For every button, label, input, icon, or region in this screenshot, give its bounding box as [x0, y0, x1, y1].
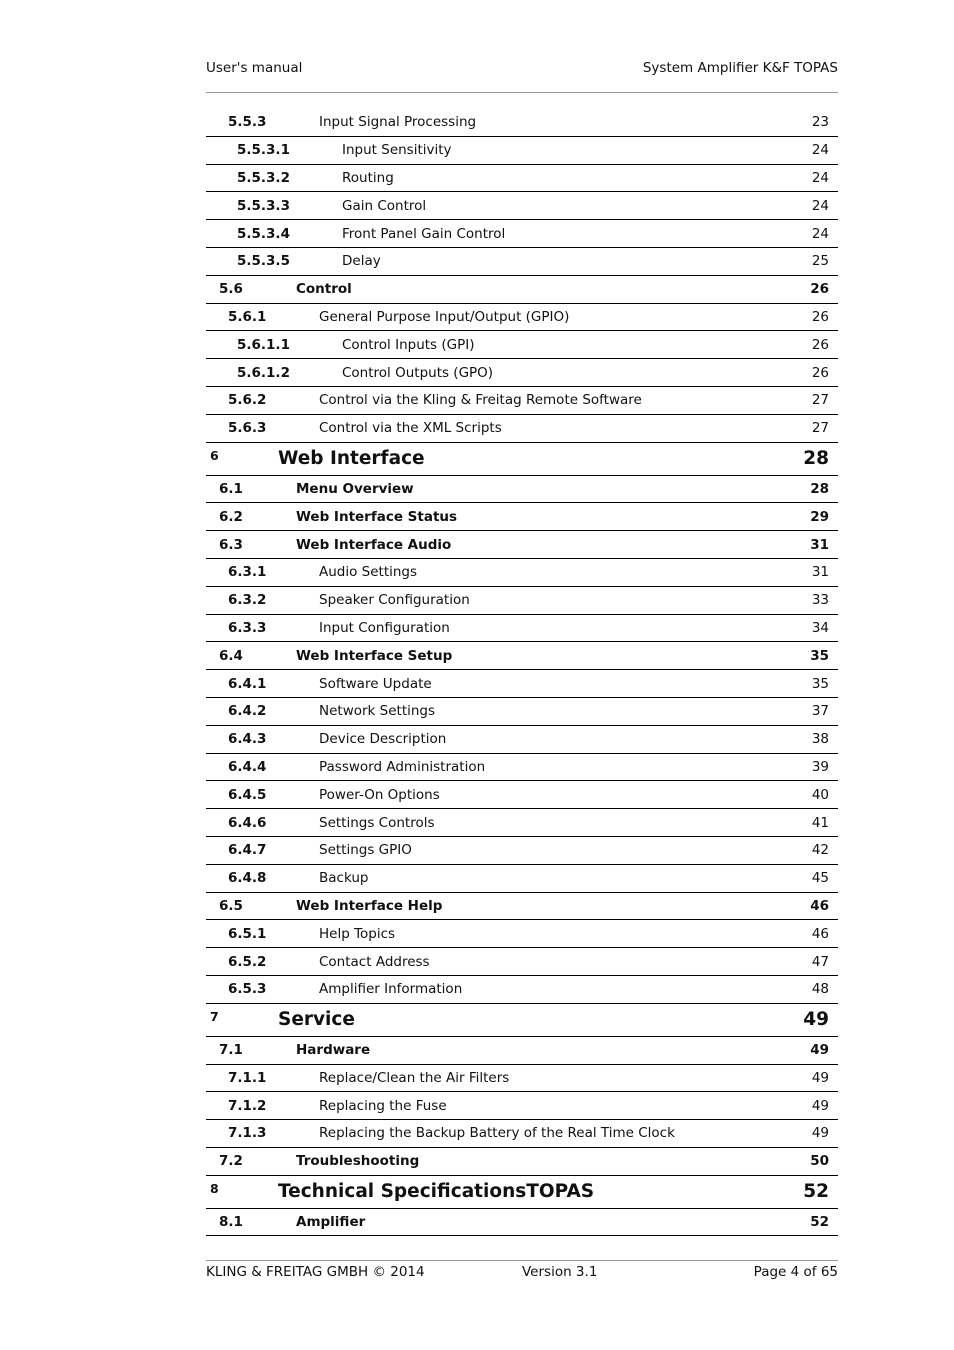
toc-entry-title[interactable]: Network Settings: [319, 703, 436, 720]
toc-entry-page: 29: [810, 508, 829, 525]
toc-entry-number: 6.4.7: [228, 842, 267, 859]
toc-entry-page: 28: [810, 480, 829, 497]
toc-entry-title[interactable]: Technical SpecificationsTOPAS: [278, 1181, 595, 1203]
toc-entry-number: 6.5: [219, 897, 243, 914]
toc-entry[interactable]: [206, 1065, 838, 1093]
toc-entry-number: 6.3.2: [228, 592, 267, 609]
toc-entry-page: 34: [811, 619, 829, 636]
toc-entry-page: 48: [811, 981, 829, 998]
toc-entry[interactable]: [206, 443, 838, 476]
toc-entry[interactable]: [206, 304, 838, 332]
toc-entry-page: 28: [803, 448, 829, 470]
toc-entry-number: 6.1: [219, 480, 243, 497]
toc-entry-number: 5.5.3: [228, 114, 267, 131]
toc-entry-title[interactable]: Replacing the Backup Battery of the Real Time Clock: [319, 1125, 675, 1142]
toc-entry-number: 6.4.2: [228, 703, 267, 720]
toc-entry[interactable]: [206, 109, 838, 137]
toc-entry[interactable]: [206, 1209, 838, 1237]
toc-entry-page: 49: [803, 1009, 829, 1031]
toc-entry-title[interactable]: Menu Overview: [296, 480, 414, 497]
toc-entry-title[interactable]: Replacing the Fuse: [319, 1097, 447, 1114]
toc-entry-page: 46: [810, 897, 829, 914]
toc-entry-number: 5.6.1: [228, 308, 267, 325]
toc-entry[interactable]: [206, 948, 838, 976]
toc-entry-number: 7.1.2: [228, 1097, 267, 1114]
toc-entry-title[interactable]: Backup: [319, 870, 369, 887]
toc-entry-page: 50: [810, 1153, 829, 1170]
toc-entry-title[interactable]: General Purpose Input/Output (GPIO): [319, 308, 570, 325]
footer-left: KLING & FREITAG GMBH © 2014: [206, 1264, 425, 1280]
toc-entry-number: 7.1.1: [228, 1069, 267, 1086]
toc-entry[interactable]: [206, 809, 838, 837]
toc-entry[interactable]: [206, 331, 838, 359]
toc-entry[interactable]: [206, 615, 838, 643]
toc-entry[interactable]: [206, 559, 838, 587]
toc-entry-page: 49: [811, 1069, 829, 1086]
toc-entry-page: 39: [811, 758, 829, 775]
toc-entry-title[interactable]: Device Description: [319, 731, 447, 748]
toc-entry-number: 5.5.3.4: [237, 225, 290, 242]
toc-entry-title[interactable]: Web Interface Status: [296, 508, 458, 525]
toc-entry-title[interactable]: Web Interface Audio: [296, 536, 452, 553]
toc-entry[interactable]: [206, 276, 838, 304]
toc-entry-page: 24: [811, 225, 829, 242]
toc-entry-page: 40: [811, 786, 829, 803]
toc-entry[interactable]: [206, 587, 838, 615]
toc-entry-page: 23: [811, 114, 829, 131]
toc-entry-number: 6.5.3: [228, 981, 267, 998]
toc-entry-page: 35: [810, 647, 829, 664]
header-left: User's manual: [206, 60, 303, 76]
page-header: [206, 60, 838, 80]
toc-entry[interactable]: [206, 1037, 838, 1065]
toc-entry-title[interactable]: Settings GPIO: [319, 842, 412, 859]
toc-entry-title[interactable]: Amplifier: [296, 1214, 366, 1231]
toc-entry-title[interactable]: Password Administration: [319, 758, 486, 775]
toc-entry-page: 49: [811, 1125, 829, 1142]
toc-entry-page: 27: [811, 420, 829, 437]
toc-entry[interactable]: [206, 893, 838, 921]
footer-center: Version 3.1: [522, 1264, 598, 1280]
toc-entry-number: 5.6.1.1: [237, 336, 290, 353]
toc-entry-number: 5.6.3: [228, 420, 267, 437]
toc-entry[interactable]: [206, 920, 838, 948]
toc-entry-title[interactable]: Gain Control: [342, 197, 427, 214]
toc-entry-number: 6.4.8: [228, 870, 267, 887]
toc-entry[interactable]: [206, 865, 838, 893]
toc-entry-title[interactable]: Web Interface: [278, 448, 425, 470]
toc-entry-title[interactable]: Web Interface Setup: [296, 647, 453, 664]
footer-rule: [206, 1260, 838, 1261]
toc-entry-title[interactable]: Input Signal Processing: [319, 114, 477, 131]
toc-entry-page: 49: [810, 1042, 829, 1059]
toc-entry[interactable]: [206, 503, 838, 531]
toc-entry-title[interactable]: Hardware: [296, 1042, 371, 1059]
toc-entry-title[interactable]: Speaker Configuration: [319, 592, 470, 609]
toc-entry-number: 5.5.3.1: [237, 142, 290, 159]
toc-entry[interactable]: [206, 1092, 838, 1120]
toc-entry-page: 33: [811, 592, 829, 609]
toc-entry-number: 8.1: [219, 1214, 243, 1231]
toc-entry-number: 5.6: [219, 281, 243, 298]
toc-entry[interactable]: [206, 476, 838, 504]
toc-entry-title[interactable]: Audio Settings: [319, 564, 418, 581]
toc-entry-page: 24: [811, 197, 829, 214]
toc-entry-number: 6.4.5: [228, 786, 267, 803]
toc-entry-page: 45: [811, 870, 829, 887]
toc-entry[interactable]: [206, 1004, 838, 1037]
toc-entry[interactable]: [206, 754, 838, 782]
toc-entry-title[interactable]: Amplifier Information: [319, 981, 463, 998]
toc-entry-page: 26: [811, 308, 829, 325]
header-rule: [206, 92, 838, 93]
toc-entry-number: 5.6.1.2: [237, 364, 290, 381]
toc-entry-number: 6.5.2: [228, 953, 267, 970]
toc-entry-number: 6.4: [219, 647, 243, 664]
toc-entry-page: 35: [811, 675, 829, 692]
toc-entry-number: 6.2: [219, 508, 243, 525]
toc-entry-title[interactable]: Delay: [342, 253, 381, 270]
toc-entry[interactable]: [206, 642, 838, 670]
toc-entry[interactable]: [206, 220, 838, 248]
toc-entry-page: 27: [811, 392, 829, 409]
toc-entry-number: 6.4.6: [228, 814, 267, 831]
toc-entry[interactable]: [206, 726, 838, 754]
toc-entry-title[interactable]: Contact Address: [319, 953, 430, 970]
toc-entry-page: 31: [810, 536, 829, 553]
toc-entry-page: 49: [811, 1097, 829, 1114]
toc-entry-title[interactable]: Control via the XML Scripts: [319, 420, 502, 437]
toc-entry-page: 42: [811, 842, 829, 859]
toc-entry-title[interactable]: Control: [296, 281, 352, 298]
toc-entry-page: 25: [811, 253, 829, 270]
toc-entry-title[interactable]: Input Sensitivity: [342, 142, 452, 159]
toc-entry-number: 7.1: [219, 1042, 243, 1059]
toc-entry-title[interactable]: Service: [278, 1009, 355, 1031]
toc-entry-title[interactable]: Power-On Options: [319, 786, 440, 803]
toc-entry-title[interactable]: Control Inputs (GPI): [342, 336, 475, 353]
toc-entry-number: 6.4.1: [228, 675, 267, 692]
toc-entry[interactable]: [206, 415, 838, 443]
toc-entry-page: 26: [810, 281, 829, 298]
toc-entry-number: 5.5.3.5: [237, 253, 290, 270]
toc-entry-title[interactable]: Settings Controls: [319, 814, 435, 831]
toc-entry-page: 52: [803, 1181, 829, 1203]
toc-entry-page: 47: [811, 953, 829, 970]
toc-entry-number: 5.6.2: [228, 392, 267, 409]
toc-entry-number: 6.3.3: [228, 619, 267, 636]
toc-entry-number: 6.4.4: [228, 758, 267, 775]
toc-entry-page: 52: [810, 1214, 829, 1231]
toc-entry-page: 37: [811, 703, 829, 720]
toc-entry-number: 5.5.3.2: [237, 169, 290, 186]
toc-entry-title[interactable]: Troubleshooting: [296, 1153, 420, 1170]
toc-entry[interactable]: [206, 165, 838, 193]
toc-entry-page: 24: [811, 169, 829, 186]
toc-entry-number: 5.5.3.3: [237, 197, 290, 214]
toc-entry[interactable]: [206, 137, 838, 165]
toc-entry-page: 41: [811, 814, 829, 831]
toc-entry-number: 7.1.3: [228, 1125, 267, 1142]
toc-entry-page: 24: [811, 142, 829, 159]
toc-entry[interactable]: [206, 976, 838, 1004]
toc-entry-title[interactable]: Front Panel Gain Control: [342, 225, 506, 242]
toc-entry-title[interactable]: Software Update: [319, 675, 432, 692]
toc-entry-page: 31: [811, 564, 829, 581]
toc-entry[interactable]: [206, 1148, 838, 1176]
footer-right: Page 4 of 65: [753, 1264, 838, 1280]
toc-entry-number: 6.3.1: [228, 564, 267, 581]
toc-entry-title[interactable]: Control Outputs (GPO): [342, 364, 494, 381]
toc-entry[interactable]: [206, 781, 838, 809]
toc-entry[interactable]: [206, 248, 838, 276]
toc-entry-page: 38: [811, 731, 829, 748]
toc-entry[interactable]: [206, 670, 838, 698]
toc-entry-title[interactable]: Control via the Kling & Freitag Remote Software: [319, 392, 642, 409]
toc-entry[interactable]: [206, 387, 838, 415]
toc-entry-page: 26: [811, 364, 829, 381]
toc-entry-number: 6.3: [219, 536, 243, 553]
toc-entry[interactable]: [206, 192, 838, 220]
toc-entry[interactable]: [206, 698, 838, 726]
toc-entry-number: 6.4.3: [228, 731, 267, 748]
toc-entry[interactable]: [206, 1176, 838, 1209]
toc-entry-title[interactable]: Replace/Clean the Air Filters: [319, 1069, 510, 1086]
header-right: System Amplifier K&F TOPAS: [642, 60, 838, 76]
page-footer: [206, 1264, 838, 1284]
table-of-contents: [206, 109, 838, 1236]
toc-entry[interactable]: [206, 359, 838, 387]
toc-entry[interactable]: [206, 837, 838, 865]
toc-entry-number: 6: [210, 447, 219, 463]
toc-entry-title[interactable]: Web Interface Help: [296, 897, 443, 914]
toc-entry-title[interactable]: Input Configuration: [319, 619, 450, 636]
toc-entry-title[interactable]: Routing: [342, 169, 394, 186]
toc-entry-title[interactable]: Help Topics: [319, 925, 396, 942]
toc-entry-page: 46: [811, 925, 829, 942]
toc-entry-page: 26: [811, 336, 829, 353]
toc-entry-number: 6.5.1: [228, 925, 267, 942]
toc-entry[interactable]: [206, 1120, 838, 1148]
toc-entry-number: 7.2: [219, 1153, 243, 1170]
toc-entry-number: 8: [210, 1180, 219, 1196]
toc-entry-number: 7: [210, 1008, 219, 1024]
toc-entry[interactable]: [206, 531, 838, 559]
